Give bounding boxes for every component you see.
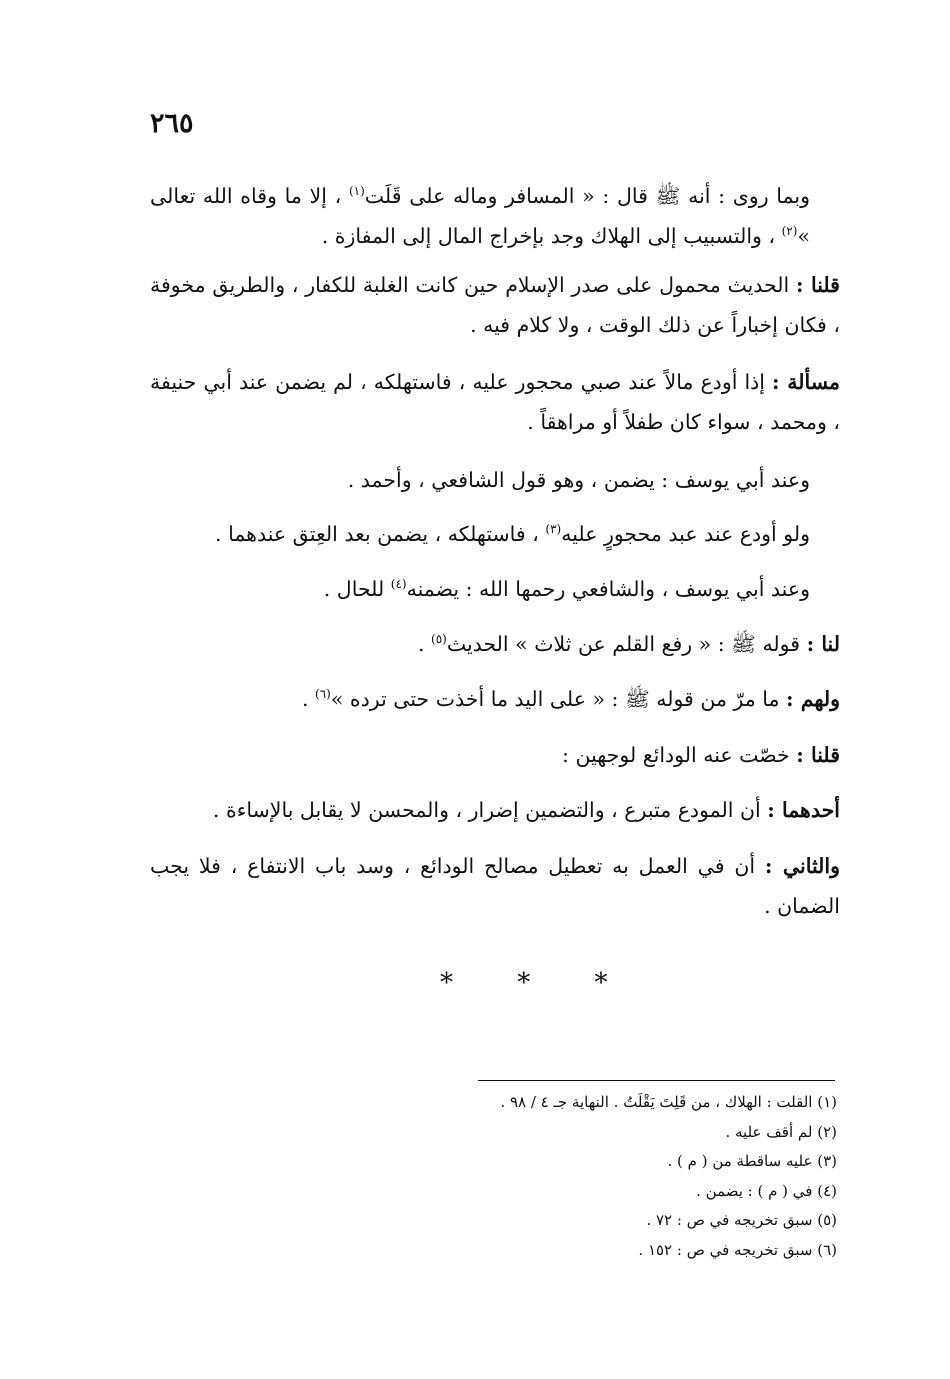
paragraph-5 [150, 514, 840, 554]
paragraph-text: . [301, 687, 309, 711]
paragraph-6 [150, 569, 840, 609]
footnote: (٣) عليه ساقطة من ( م ) . [667, 1152, 837, 1170]
paragraph-text: وعند أبي يوسف ، والشافعي رحمها الله : يضمنه [406, 577, 810, 601]
paragraph-11 [150, 846, 840, 926]
paragraph-text: ، فاستهلكه ، يضمن بعد العِتق عندهما . [215, 522, 539, 546]
paragraph-1 [150, 176, 840, 256]
paragraph-lead: قلنا : [796, 743, 840, 767]
footnote-ref: (٢) [781, 224, 798, 239]
paragraph-text: أن المودع متبرع ، والتضمين إضرار ، والمحسن لا يقابل بالإساءة . [212, 798, 761, 822]
footnotes [420, 1088, 837, 1265]
footnote-divider [478, 1080, 835, 1081]
footnote-ref: (١) [348, 184, 365, 199]
footnote: (٢) لم أقف عليه . [725, 1122, 837, 1141]
paragraph-text: للحال . [323, 577, 385, 601]
paragraph-text: ، والتسبيب إلى الهلاك وجد بإخراج المال إلى المفازة . [321, 224, 776, 248]
paragraph-lead: لنا : [806, 632, 840, 656]
paragraph-lead: أحدهما : [767, 798, 840, 822]
footnote: (٤) في ( م ) : يضمن . [696, 1181, 837, 1200]
paragraph-2 [150, 265, 840, 345]
paragraph-3 [150, 362, 840, 442]
footnote: (٥) سبق تخريجه في ص : ٧٢ . [646, 1211, 837, 1229]
paragraph-8 [150, 679, 840, 719]
paragraph-10 [150, 790, 840, 830]
page-number: ٢٦٥ [150, 108, 194, 139]
paragraph-text: وبما روى : أنه ﷺ قال : « المسافر وماله على قَلَت [364, 184, 810, 208]
paragraph-text: ، إلا ما وقاه الله تعالى » [150, 184, 810, 248]
paragraph-text: ولو أودع عند عبد محجورٍ عليه [561, 522, 810, 546]
paragraph-text: إذا أودع مالاً عند صبي محجور عليه ، فاستهلكه ، لم يضمن عند أبي حنيفة ، ومحمد ، سواء كان طفلاً أو مراهقاً . [150, 370, 840, 434]
footnote-ref: (٣) [545, 522, 562, 537]
paragraph-text: وعند أبي يوسف : يضمن ، وهو قول الشافعي ، وأحمد . [347, 468, 810, 492]
paragraph-lead: مسألة : [772, 370, 840, 394]
paragraph-lead: قلنا : [796, 273, 840, 297]
paragraph-text: ما مرّ من قوله ﷺ : « على اليد ما أخذت حتى ترده » [330, 687, 780, 711]
footnote-ref: (٥) [431, 632, 447, 647]
footnote-ref: (٦) [315, 687, 331, 702]
paragraph-text: . [417, 632, 425, 656]
paragraph-text: أن في العمل به تعطيل مصالح الودائع ، وسد باب الانتفاع ، فلا يجب الضمان . [150, 854, 840, 918]
footnote: (١) القلت : الهلاك ، من قَلِتَ يَقْلَتُ . النهاية جـ ٤ / ٩٨ . [500, 1093, 837, 1111]
paragraph-lead: ولهم : [786, 687, 840, 711]
paragraph-lead: والثاني : [764, 854, 840, 878]
paragraph-9 [150, 735, 840, 775]
paragraph-4 [150, 460, 840, 500]
footnote: (٦) سبق تخريجه في ص : ١٥٢ . [638, 1240, 837, 1259]
paragraph-7 [150, 624, 840, 664]
footnote-ref: (٤) [390, 577, 407, 592]
paragraph-text: خصّت عنه الودائع لوجهين : [562, 743, 790, 767]
paragraph-text: قوله ﷺ : « رفع القلم عن ثلاث » الحديث [446, 632, 801, 656]
section-separator: * * * [440, 968, 636, 998]
paragraph-text: الحديث محمول على صدر الإسلام حين كانت الغلبة للكفار ، والطريق مخوفة ، فكان إخباراً عن ذلك الوقت ، ولا كلام فيه . [150, 273, 840, 337]
